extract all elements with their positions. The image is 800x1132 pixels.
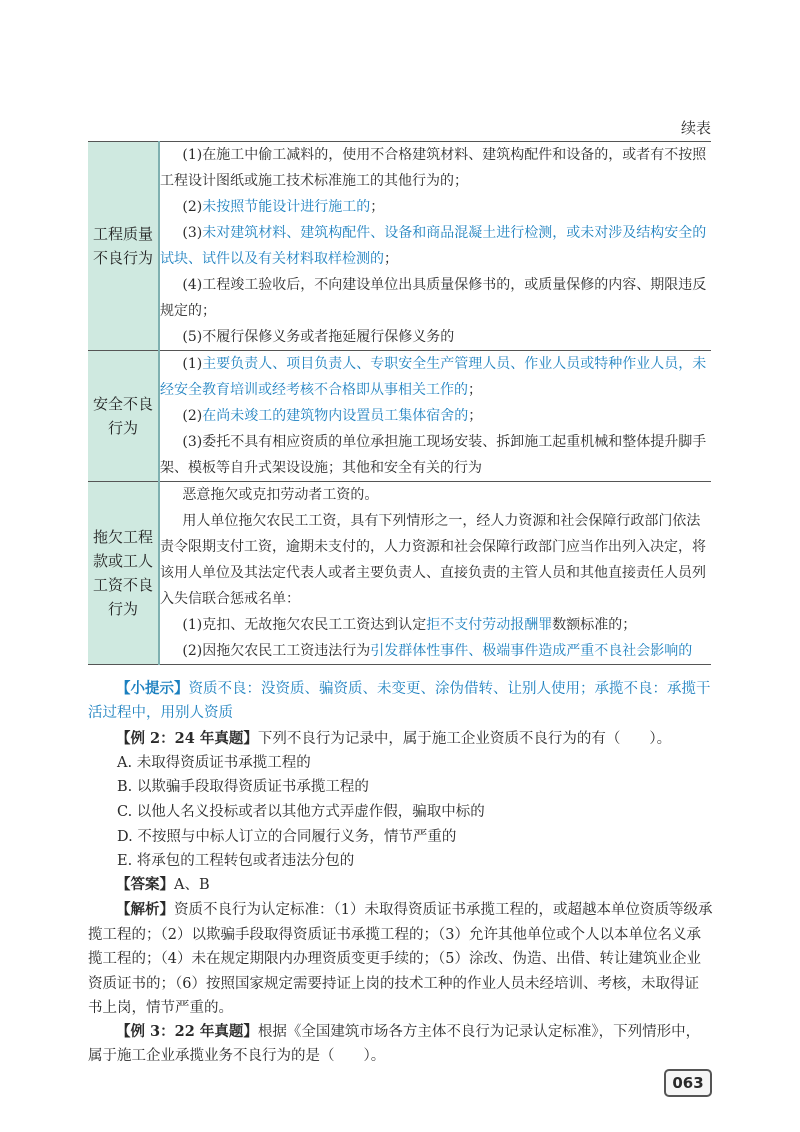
content-item	[160, 429, 711, 481]
highlight-text: 拒不支付劳动报酬罪	[426, 617, 553, 633]
example2-analysis	[88, 898, 713, 1021]
body-text: 恶意拖欠或克扣劳动者工资的。	[182, 487, 379, 503]
content-cell	[159, 142, 711, 351]
body-text: (2)因拖欠农民工工资违法行为	[182, 643, 371, 659]
body-text: (2)	[182, 199, 203, 215]
highlight-text: 主要负责人、项目负责人、专职安全生产管理人员、作业人员或特种作业人员，未经安全教育培训或经考核不合格即从事相关工作的	[160, 356, 707, 398]
tip-paragraph	[88, 677, 713, 725]
continued-label: 续表	[680, 119, 711, 137]
option-c: C. 以他人名义投标或者以其他方式弄虚作假，骗取中标的	[117, 804, 485, 820]
highlight-text: 引发群体性事件、极端事件造成严重不良社会影响的	[370, 643, 693, 659]
content-cell	[159, 351, 711, 482]
answer-label: 【答案】	[116, 876, 174, 893]
body-text: (3)	[182, 225, 203, 241]
example3-question-text: 根据《全国建筑市场各方主体不良行为记录认定标准》，下列情形中，属于施工企业承揽业务不良行为的是（ ）。	[88, 1024, 701, 1064]
tip-label: 【小提示】	[116, 680, 189, 697]
body-text: (2)	[182, 408, 203, 424]
option-b: B. 以欺骗手段取得资质证书承揽工程的	[117, 779, 369, 795]
highlight-text: 未按照节能设计进行施工的	[202, 199, 371, 215]
page-number: 063	[664, 1069, 712, 1097]
tip-text: 资质不良：没资质、骗资质、未变更、涂伪借转、让别人使用；承揽不良：承揽干活过程中，用别人资质	[88, 681, 711, 721]
table-row	[88, 482, 711, 665]
highlight-text: 在尚未竣工的建筑物内设置员工集体宿舍的	[202, 408, 469, 424]
content-item	[160, 403, 711, 429]
analysis-label: 【解析】	[116, 901, 174, 918]
body-text: ；	[370, 199, 385, 215]
answer-text: A、B	[174, 877, 210, 893]
category-label: 工程质量	[92, 225, 153, 243]
category-label: 不良行为	[92, 249, 153, 267]
body-text: 数额标准的；	[552, 617, 637, 633]
category-label: 行为	[107, 419, 138, 437]
category-label: 拖欠工程	[92, 528, 153, 546]
highlight-text: 未对建筑材料、建筑构配件、设备和商品混凝土进行检测，或未对涉及结构安全的试块、试件以及有关材料取样检测的	[160, 225, 707, 267]
example2-label: 【例 2：24 年真题】	[116, 730, 258, 747]
content-cell	[159, 482, 711, 665]
table-row	[88, 142, 711, 351]
body-text: ；	[468, 408, 483, 424]
table-row	[88, 351, 711, 482]
body-text: (3)委托不具有相应资质的单位承担施工现场安装、拆卸施工起重机械和整体提升脚手架、模板等自升式架设设施；其他和安全有关的行为	[160, 434, 707, 476]
body-text: (1)克扣、无故拖欠农民工工资达到认定	[182, 617, 427, 633]
category-label: 行为	[107, 600, 138, 618]
example2-answer	[88, 873, 713, 897]
category-label: 工资不良	[92, 576, 153, 594]
content-item	[160, 142, 711, 194]
category-cell	[88, 351, 159, 482]
option-a: A. 未取得资质证书承揽工程的	[117, 755, 311, 771]
content-item	[160, 482, 711, 508]
example3-question	[88, 1020, 713, 1068]
analysis-text: 资质不良行为认定标准：（1）未取得资质证书承揽工程的，或超越本单位资质等级承揽工程的；（2）以欺骗手段取得资质证书承揽工程的；（3）允许其他单位或个人以本单位名义承揽工程的；（4）未在规定期限内办理资质变更手续的；（5）涂改、伪造、出借、转让建筑业企业资质证书的；（6）按照国家规定需要持证上岗的技术工种的作业人员未经培训、考核，未取得证书上岗，情节严重的。	[88, 902, 713, 1016]
example2-question	[88, 727, 713, 751]
category-cell	[88, 142, 159, 351]
example2-question-text: 下列不良行为记录中，属于施工企业资质不良行为的有（ ）。	[257, 731, 672, 747]
body-text: (1)	[182, 356, 203, 372]
content-item	[160, 612, 711, 638]
body-text: (1)在施工中偷工减料的，使用不合格建筑材料、建筑构配件和设备的，或者有不按照工程设计图纸或施工技术标准施工的其他行为的；	[160, 147, 707, 189]
body-text: (4)工程竣工验收后，不向建设单位出具质量保修书的，或质量保修的内容、期限违反规定的；	[160, 277, 707, 319]
category-label: 款或工人	[92, 552, 153, 570]
body-text: ；	[468, 382, 482, 398]
option-d: D. 不按照与中标人订立的合同履行义务，情节严重的	[117, 829, 457, 845]
body-text: ；	[384, 251, 398, 267]
body-text: 用人单位拖欠农民工工资，具有下列情形之一，经人力资源和社会保障行政部门依法责令限期支付工资，逾期未支付的，人力资源和社会保障行政部门应当作出列入决定，将该用人单位及其法定代表人或者主要负责人、直接负责的主管人员和其他直接责任人员列入失信联合惩戒名单：	[160, 513, 706, 607]
content-item	[160, 351, 711, 403]
category-cell	[88, 482, 159, 665]
category-label: 安全不良	[92, 395, 153, 413]
content-item	[160, 638, 711, 664]
content-item	[160, 272, 711, 324]
body-text: (5)不履行保修义务或者拖延履行保修义务的	[182, 329, 455, 345]
bad-behavior-table	[88, 141, 711, 665]
example3-label: 【例 3：22 年真题】	[116, 1023, 258, 1040]
content-item	[160, 220, 711, 272]
content-item	[160, 194, 711, 220]
content-item	[160, 324, 711, 350]
content-item	[160, 508, 711, 612]
option-e: E. 将承包的工程转包或者违法分包的	[117, 853, 355, 869]
